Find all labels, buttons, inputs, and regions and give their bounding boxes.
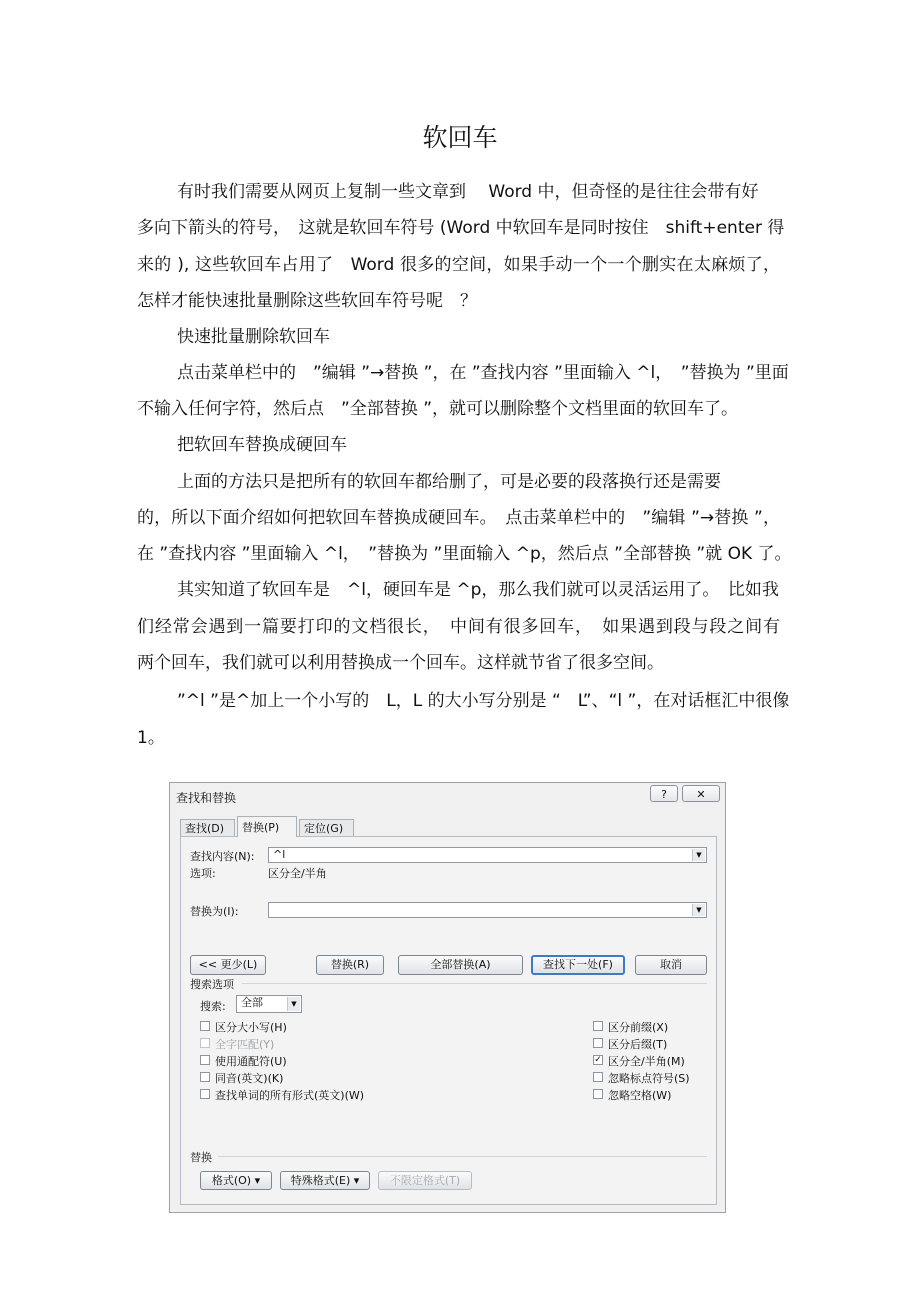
- paragraph-line: 不输入任何字符，然后点 ”全部替换 ”，就可以删除整个文档里面的软回车了。: [137, 399, 739, 419]
- whole-word-checkbox[interactable]: [200, 1038, 210, 1048]
- match-width-label: 区分全/半角(M): [608, 1055, 685, 1068]
- word-forms-checkbox[interactable]: [200, 1089, 210, 1099]
- paragraph-line: 多向下箭头的符号， 这就是软回车符号 (Word 中软回车是同时按住 shift+enter 得: [137, 218, 785, 238]
- options-value: 区分全/半角: [268, 867, 327, 880]
- replace-label: 替换为(I):: [190, 905, 239, 918]
- find-input[interactable]: [268, 847, 707, 863]
- whole-word-label: 全字匹配(Y): [215, 1038, 275, 1051]
- paragraph-line: 来的 ), 这些软回车占用了 Word 很多的空间，如果手动一个一个删实在太麻烦了，: [137, 255, 780, 275]
- match-case-label: 区分大小写(H): [215, 1021, 287, 1034]
- wildcards-label: 使用通配符(U): [215, 1055, 287, 1068]
- checkmark-icon: ✓: [594, 1055, 602, 1065]
- tab-find[interactable]: 查找(D): [180, 819, 235, 837]
- search-direction-select[interactable]: [236, 995, 302, 1013]
- ignore-space-label: 忽略空格(W): [608, 1089, 672, 1102]
- help-button[interactable]: ?: [650, 785, 678, 802]
- search-options-title: 搜索选项: [190, 978, 234, 991]
- ignore-punctuation-checkbox[interactable]: [593, 1072, 603, 1082]
- chevron-down-icon[interactable]: ▼: [692, 904, 705, 916]
- paragraph-line: 上面的方法只是把所有的软回车都给删了，可是必要的段落换行还是需要: [177, 472, 721, 492]
- match-suffix-checkbox[interactable]: [593, 1038, 603, 1048]
- search-label: 搜索:: [200, 1000, 226, 1013]
- ignore-punctuation-label: 忽略标点符号(S): [608, 1072, 690, 1085]
- match-prefix-label: 区分前缀(X): [608, 1021, 669, 1034]
- find-replace-dialog: [169, 782, 726, 1213]
- dialog-title: 查找和替换: [176, 791, 237, 805]
- cancel-button[interactable]: 取消: [635, 955, 707, 975]
- less-button[interactable]: << 更少(L): [190, 955, 266, 975]
- ignore-space-checkbox[interactable]: [593, 1089, 603, 1099]
- sounds-like-checkbox[interactable]: [200, 1072, 210, 1082]
- paragraph-line: ”^l ”是^加上一个小写的 L，L 的大小写分别是 “ L”、“l ”，在对话框汇中很像: [177, 691, 790, 711]
- wildcards-checkbox[interactable]: [200, 1055, 210, 1065]
- special-format-button[interactable]: 特殊格式(E) ▾: [280, 1171, 370, 1190]
- paragraph-line: 两个回车，我们就可以利用替换成一个回车。这样就节省了很多空间。: [137, 653, 664, 673]
- replace-section-title: 替换: [190, 1151, 212, 1164]
- divider: [218, 1156, 707, 1157]
- paragraph-line: 有时我们需要从网页上复制一些文章到 Word 中，但奇怪的是往往会带有好: [177, 182, 759, 202]
- match-width-checkbox[interactable]: [593, 1055, 603, 1065]
- search-direction-value: 全部: [241, 996, 263, 1009]
- tab-goto[interactable]: 定位(G): [299, 819, 354, 837]
- paragraph-line: 其实知道了软回车是 ^l，硬回车是 ^p，那么我们就可以灵活运用了。 比如我: [177, 580, 779, 600]
- paragraph-line: 的，所以下面介绍如何把软回车替换成硬回车。 点击菜单栏中的 ”编辑 ”→替换 ”，: [137, 508, 780, 528]
- paragraph-line: 点击菜单栏中的 ”编辑 ”→替换 ”，在 ”查找内容 ”里面输入 ^l， ”替换为 ”里面: [177, 363, 789, 383]
- document-title: 软回车: [422, 123, 498, 152]
- match-case-checkbox[interactable]: [200, 1021, 210, 1031]
- section-heading: 快速批量删除软回车: [177, 327, 330, 347]
- sounds-like-label: 同音(英文)(K): [215, 1072, 284, 1085]
- chevron-down-icon[interactable]: ▼: [692, 849, 705, 861]
- word-forms-label: 查找单词的所有形式(英文)(W): [215, 1089, 365, 1102]
- match-prefix-checkbox[interactable]: [593, 1021, 603, 1031]
- match-suffix-label: 区分后缀(T): [608, 1038, 668, 1051]
- paragraph-line: 们经常会遇到一篇要打印的文档很长， 中间有很多回车， 如果遇到段与段之间有: [137, 617, 780, 637]
- replace-all-button[interactable]: 全部替换(A): [398, 955, 523, 975]
- chevron-down-icon[interactable]: ▼: [287, 997, 300, 1011]
- format-button[interactable]: 格式(O) ▾: [200, 1171, 272, 1190]
- find-label: 查找内容(N):: [190, 850, 255, 863]
- tab-replace[interactable]: 替换(P): [237, 816, 297, 837]
- options-label: 选项:: [190, 867, 216, 880]
- divider: [242, 983, 707, 984]
- paragraph-line: 1。: [137, 728, 165, 748]
- section-heading: 把软回车替换成硬回车: [177, 435, 347, 455]
- find-value: ^l: [273, 848, 286, 861]
- no-format-button[interactable]: 不限定格式(T): [378, 1171, 472, 1190]
- paragraph-line: 在 ”查找内容 ”里面输入 ^l， ”替换为 ”里面输入 ^p，然后点 ”全部替换 ”就 OK 了。: [137, 544, 792, 564]
- find-next-button[interactable]: 查找下一处(F): [531, 955, 625, 975]
- paragraph-line: 怎样才能快速批量删除这些软回车符号呢 ？: [137, 291, 477, 311]
- replace-input[interactable]: [268, 902, 707, 918]
- close-button[interactable]: ✕: [682, 785, 720, 802]
- replace-button[interactable]: 替换(R): [316, 955, 384, 975]
